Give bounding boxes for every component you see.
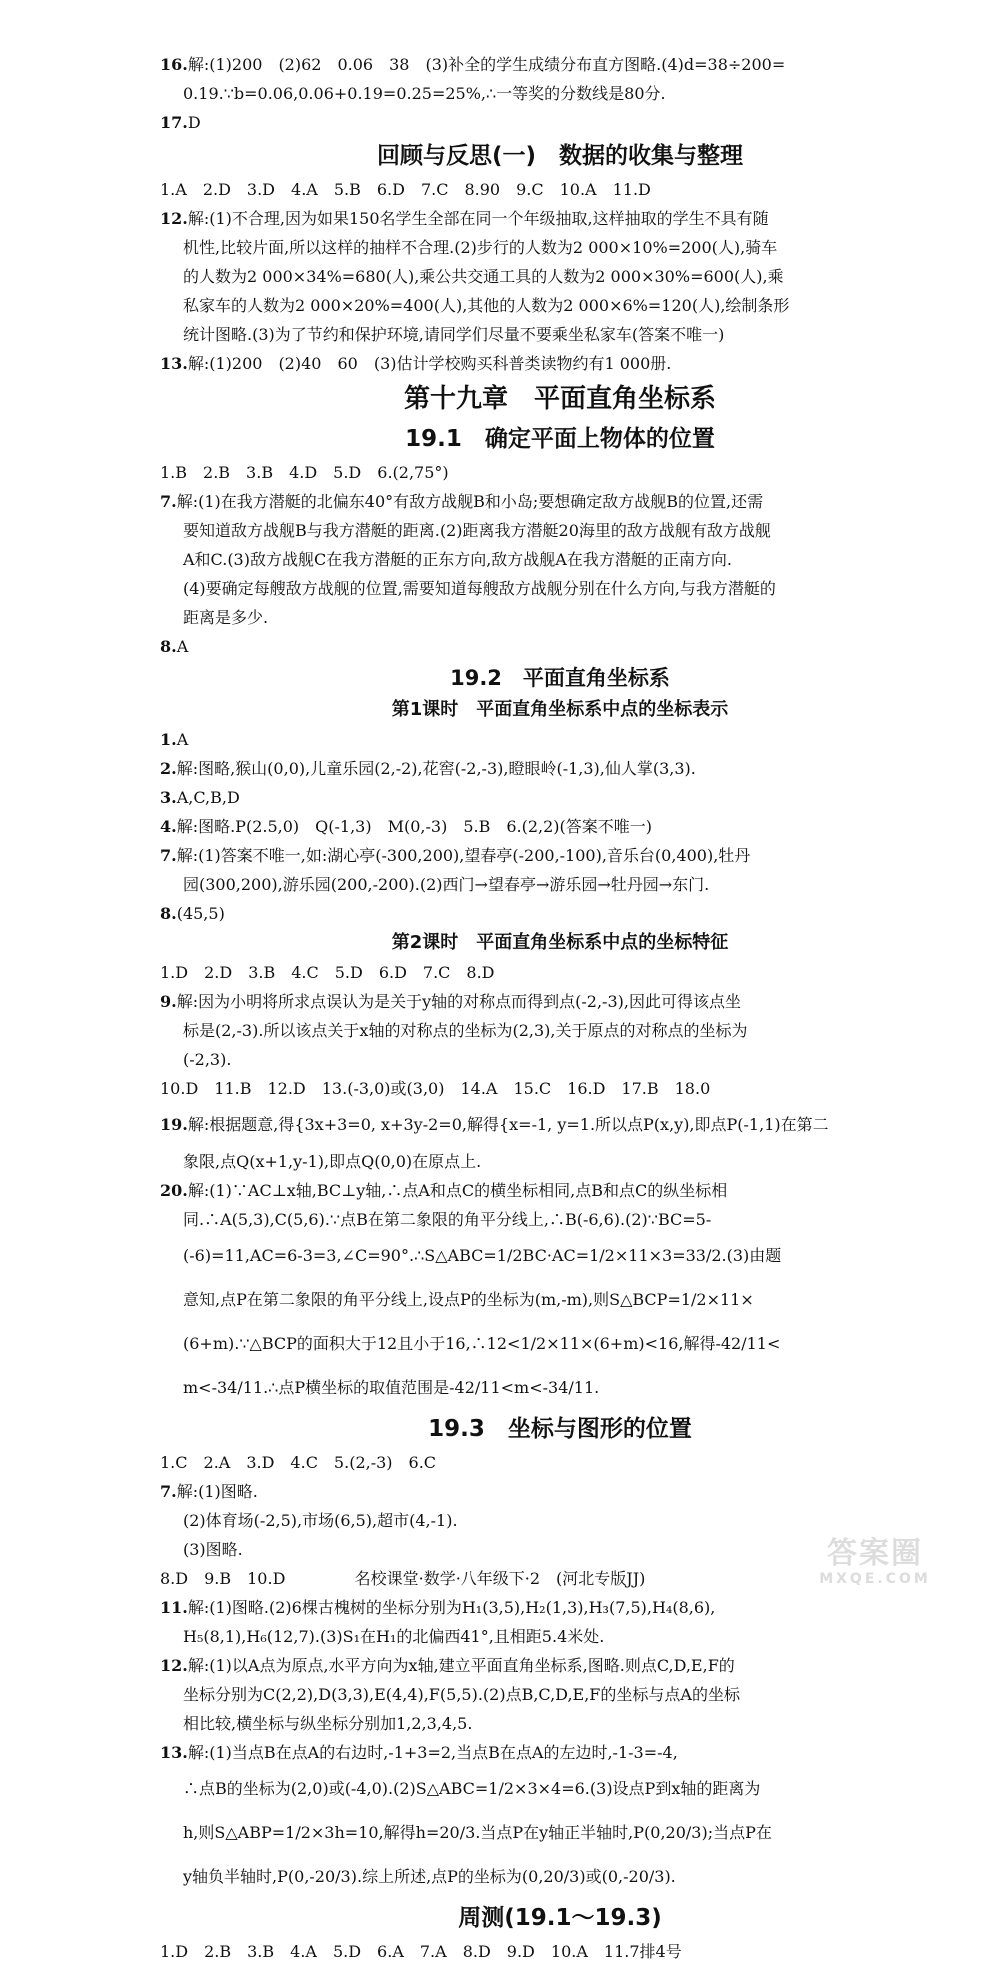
- answer-line: [160, 487, 960, 516]
- answer-text: h,则S△ABP=1/2×3h=10,解得h=20/3.当点P在y轴正半轴时,P(0,20/3);当点P在: [183, 1823, 772, 1842]
- answer-text: 解:(1)不合理,因为如果150名学生全部在同一个年级抽取,这样抽取的学生不具有随: [187, 209, 769, 228]
- answer-line: [160, 1016, 960, 1045]
- answer-text: 8.D 9.B 10.D: [160, 1569, 286, 1588]
- question-number: 13.: [160, 1743, 188, 1762]
- answer-text: 1.B 2.B 3.B 4.D 5.D 6.(2,75°): [160, 463, 449, 482]
- answer-text: 解:(1)图略.(2)6棵古槐树的坐标分别为H₁(3,5),H₂(1,3),H₃(7,5),H₄(8,6),: [187, 1598, 716, 1617]
- answer-line: [160, 987, 960, 1016]
- answer-line: [160, 1176, 960, 1205]
- question-number: 4.: [160, 817, 177, 836]
- answer-text: 1.A 2.D 3.D 4.A 5.B 6.D 7.C 8.90 9.C 10.A 11.D: [160, 180, 651, 199]
- answer-line: [160, 1680, 960, 1709]
- question-number: 12.: [160, 1656, 188, 1675]
- answer-text: y轴负半轴时,P(0,-20/3).综上所述,点P的坐标为(0,20/3)或(0,-20/3).: [183, 1867, 676, 1886]
- question-number: 8.: [160, 637, 177, 656]
- watermark-logo: [770, 1538, 980, 1594]
- section-heading: [160, 1899, 960, 1937]
- answer-line: [160, 175, 960, 204]
- answer-text: 坐标分别为C(2,2),D(3,3),E(4,4),F(5,5).(2)点B,C,D,E,F的坐标与点A的坐标: [183, 1685, 740, 1704]
- answer-text: (4)要确定每艘敌方战舰的位置,需要知道每艘敌方战舰分别在什么方向,与我方潜艇的: [183, 579, 776, 598]
- answer-line: [160, 1767, 960, 1811]
- heading-text: 周测(19.1～19.3): [458, 1905, 662, 1931]
- question-number: 8.: [160, 904, 177, 923]
- answer-line: [160, 262, 960, 291]
- question-number: 1.: [160, 730, 177, 749]
- answer-text: ∴点B的坐标为(2,0)或(-4,0).(2)S△ABC=1/2×3×4=6.(3)设点P到x轴的距离为: [183, 1779, 761, 1798]
- section-heading: [160, 695, 960, 725]
- answer-text: 解:图略.P(2.5,0) Q(-1,3) M(0,-3) 5.B 6.(2,2)(答案不唯一): [176, 817, 653, 836]
- section-heading: [160, 1410, 960, 1448]
- answer-line: [160, 1651, 960, 1680]
- answer-line: [160, 1278, 960, 1322]
- answer-line: [160, 812, 960, 841]
- question-number: 17.: [160, 113, 188, 132]
- answer-text: 解:(1)200 (2)40 60 (3)估计学校购买科普类读物约有1 000册.: [187, 354, 672, 373]
- answer-text: 解:根据题意,得{3x+3=0, x+3y-2=0,解得{x=-1, y=1.所以点P(x,y),即点P(-1,1)在第二: [187, 1115, 829, 1134]
- answer-text: m<-34/11.∴点P横坐标的取值范围是-42/11<m<-34/11.: [183, 1378, 600, 1397]
- question-number: 12.: [160, 209, 188, 228]
- question-number: 13.: [160, 354, 188, 373]
- question-number: 16.: [160, 55, 188, 74]
- heading-text: 回顾与反思(一) 数据的收集与整理: [376, 143, 744, 169]
- question-number: 7.: [160, 846, 177, 865]
- answer-text: 同.∴A(5,3),C(5,6).∵点B在第二象限的角平分线上,∴B(-6,6).(2)∵BC=5-: [183, 1210, 712, 1229]
- answer-line: [160, 632, 960, 661]
- answer-line: [160, 1448, 960, 1477]
- answer-text: 10.D 11.B 12.D 13.(-3,0)或(3,0) 14.A 15.C 16.D 17.B 18.0: [160, 1079, 711, 1098]
- answer-text: 解:因为小明将所求点误认为是关于y轴的对称点而得到点(-2,-3),因此可得该点坐: [176, 992, 741, 1011]
- answer-line: [160, 79, 960, 108]
- answer-text: (6+m).∵△BCP的面积大于12且小于16,∴12<1/2×11×(6+m)<16,解得-42/11<: [183, 1334, 781, 1353]
- question-number: 19.: [160, 1115, 188, 1134]
- answer-line: [160, 754, 960, 783]
- answer-line: [160, 1147, 960, 1176]
- answer-line: [160, 603, 960, 632]
- answer-text: H₅(8,1),H₆(12,7).(3)S₁在H₁的北偏西41°,且相距5.4米处.: [183, 1627, 605, 1646]
- answer-text: 的人数为2 000×34%=680(人),乘公共交通工具的人数为2 000×30%=600(人),乘: [183, 267, 784, 286]
- answer-text: (2)体育场(-2,5),市场(6,5),超市(4,-1).: [183, 1511, 458, 1530]
- question-number: 7.: [160, 1482, 177, 1501]
- answer-line: [160, 1738, 960, 1767]
- question-number: 3.: [160, 788, 177, 807]
- answer-text: 解:(1)∵AC⊥x轴,BC⊥y轴,∴点A和点C的横坐标相同,点B和点C的纵坐标相: [187, 1181, 728, 1200]
- answer-text: (45,5): [176, 904, 225, 923]
- answer-text: 解:(1)200 (2)62 0.06 38 (3)补全的学生成绩分布直方图略.(4)d=38÷200=: [187, 55, 786, 74]
- answer-text: 距离是多少.: [183, 608, 269, 627]
- answer-text: 1.D 2.B 3.B 4.A 5.D 6.A 7.A 8.D 9.D 10.A 11.7排4号: [160, 1942, 682, 1961]
- page-footer: 名校课堂·数学·八年级下·2 (河北专版JJ): [354, 1569, 646, 1588]
- answer-text: A: [176, 730, 189, 749]
- answer-content: [160, 50, 960, 1966]
- answer-text: 私家车的人数为2 000×20%=400(人),其他的人数为2 000×6%=120(人),绘制条形: [183, 296, 790, 315]
- answer-line: [160, 899, 960, 928]
- answer-line: [160, 1477, 960, 1506]
- answer-line: [160, 204, 960, 233]
- answer-line: [160, 574, 960, 603]
- answer-text: A和C.(3)敌方战舰C在我方潜艇的正东方向,敌方战舰A在我方潜艇的正南方向.: [183, 550, 732, 569]
- answer-text: (-2,3).: [183, 1050, 232, 1069]
- section-heading: [160, 420, 960, 458]
- answer-line: [160, 1074, 960, 1103]
- answer-text: (3)图略.: [183, 1540, 243, 1559]
- answer-line: [160, 1366, 960, 1410]
- heading-text: 第2课时 平面直角坐标系中点的坐标特征: [391, 932, 729, 953]
- question-number: 7.: [160, 492, 177, 511]
- question-number: 2.: [160, 759, 177, 778]
- answer-text: 0.19.∵b=0.06,0.06+0.19=0.25=25%,∴一等奖的分数线是80分.: [183, 84, 666, 103]
- answer-line: [160, 349, 960, 378]
- answer-line: [160, 1234, 960, 1278]
- answer-line: [160, 1622, 960, 1651]
- watermark-url: MXQE.COM: [819, 1571, 931, 1587]
- answer-line: [160, 1322, 960, 1366]
- section-heading: [160, 928, 960, 958]
- answer-line: [160, 108, 960, 137]
- answer-line: [160, 1506, 960, 1535]
- answer-line: [160, 1205, 960, 1234]
- heading-text: 19.2 平面直角坐标系: [450, 666, 670, 690]
- answer-text: 园(300,200),游乐园(200,-200).(2)西门→望春亭→游乐园→牡丹园→东门.: [183, 875, 710, 894]
- answer-text: D: [187, 113, 201, 132]
- question-number: 20.: [160, 1181, 188, 1200]
- answer-line: [160, 1855, 960, 1899]
- question-number: 9.: [160, 992, 177, 1011]
- answer-line: [160, 783, 960, 812]
- answer-text: 解:图略,猴山(0,0),儿童乐园(2,-2),花窖(-2,-3),瞪眼岭(-1,3),仙人掌(3,3).: [176, 759, 696, 778]
- answer-text: A,C,B,D: [176, 788, 240, 807]
- heading-text: 第1课时 平面直角坐标系中点的坐标表示: [391, 699, 729, 720]
- answer-text: 相比较,横坐标与纵坐标分别加1,2,3,4,5.: [183, 1714, 473, 1733]
- answer-line: [160, 233, 960, 262]
- answer-line: [160, 545, 960, 574]
- heading-text: 19.1 确定平面上物体的位置: [405, 426, 715, 452]
- heading-text: 19.3 坐标与图形的位置: [428, 1416, 692, 1442]
- answer-text: 机性,比较片面,所以这样的抽样不合理.(2)步行的人数为2 000×10%=200(人),骑车: [183, 238, 778, 257]
- answer-text: 解:(1)答案不唯一,如:湖心亭(-300,200),望春亭(-200,-100),音乐台(0,400),牡丹: [176, 846, 751, 865]
- answer-line: [160, 320, 960, 349]
- answer-line: [160, 1709, 960, 1738]
- answer-text: (-6)=11,AC=6-3=3,∠C=90°.∴S△ABC=1/2BC·AC=1/2×11×3=33/2.(3)由题: [183, 1246, 782, 1265]
- answer-line: [160, 1045, 960, 1074]
- answer-text: 解:(1)以A点为原点,水平方向为x轴,建立平面直角坐标系,图略.则点C,D,E,F的: [187, 1656, 735, 1675]
- answer-text: A: [176, 637, 189, 656]
- answer-line: [160, 516, 960, 545]
- answer-line: [160, 50, 960, 79]
- heading-text: 第十九章 平面直角坐标系: [403, 384, 716, 414]
- section-heading: [160, 661, 960, 695]
- answer-line: [160, 1937, 960, 1966]
- answer-line: [160, 1593, 960, 1622]
- answer-line: [160, 725, 960, 754]
- answer-line: [160, 291, 960, 320]
- answer-text: 解:(1)在我方潜艇的北偏东40°有敌方战舰B和小岛;要想确定敌方战舰B的位置,还需: [176, 492, 764, 511]
- answer-text: 解:(1)当点B在点A的右边时,-1+3=2,当点B在点A的左边时,-1-3=-4,: [187, 1743, 678, 1762]
- watermark-text: 答案圈: [827, 1536, 923, 1571]
- section-heading: [160, 378, 960, 420]
- answer-line: [160, 1103, 960, 1147]
- answer-text: 1.C 2.A 3.D 4.C 5.(2,-3) 6.C: [160, 1453, 437, 1472]
- answer-line: [160, 870, 960, 899]
- answer-text: 标是(2,-3).所以该点关于x轴的对称点的坐标为(2,3),关于原点的对称点的坐标为: [183, 1021, 748, 1040]
- answer-line: [160, 841, 960, 870]
- question-number: 11.: [160, 1598, 188, 1617]
- answer-line: [160, 958, 960, 987]
- answer-text: 要知道敌方战舰B与我方潜艇的距离.(2)距离我方潜艇20海里的敌方战舰有敌方战舰: [183, 521, 771, 540]
- answer-line: [160, 458, 960, 487]
- section-heading: [160, 137, 960, 175]
- answer-text: 象限,点Q(x+1,y-1),即点Q(0,0)在原点上.: [183, 1152, 482, 1171]
- answer-text: 1.D 2.D 3.B 4.C 5.D 6.D 7.C 8.D: [160, 963, 495, 982]
- answer-text: 意知,点P在第二象限的角平分线上,设点P的坐标为(m,-m),则S△BCP=1/2×11×: [183, 1290, 754, 1309]
- answer-line: [160, 1811, 960, 1855]
- answer-text: 统计图略.(3)为了节约和保护环境,请同学们尽量不要乘坐私家车(答案不唯一): [183, 325, 725, 344]
- answer-text: 解:(1)图略.: [176, 1482, 258, 1501]
